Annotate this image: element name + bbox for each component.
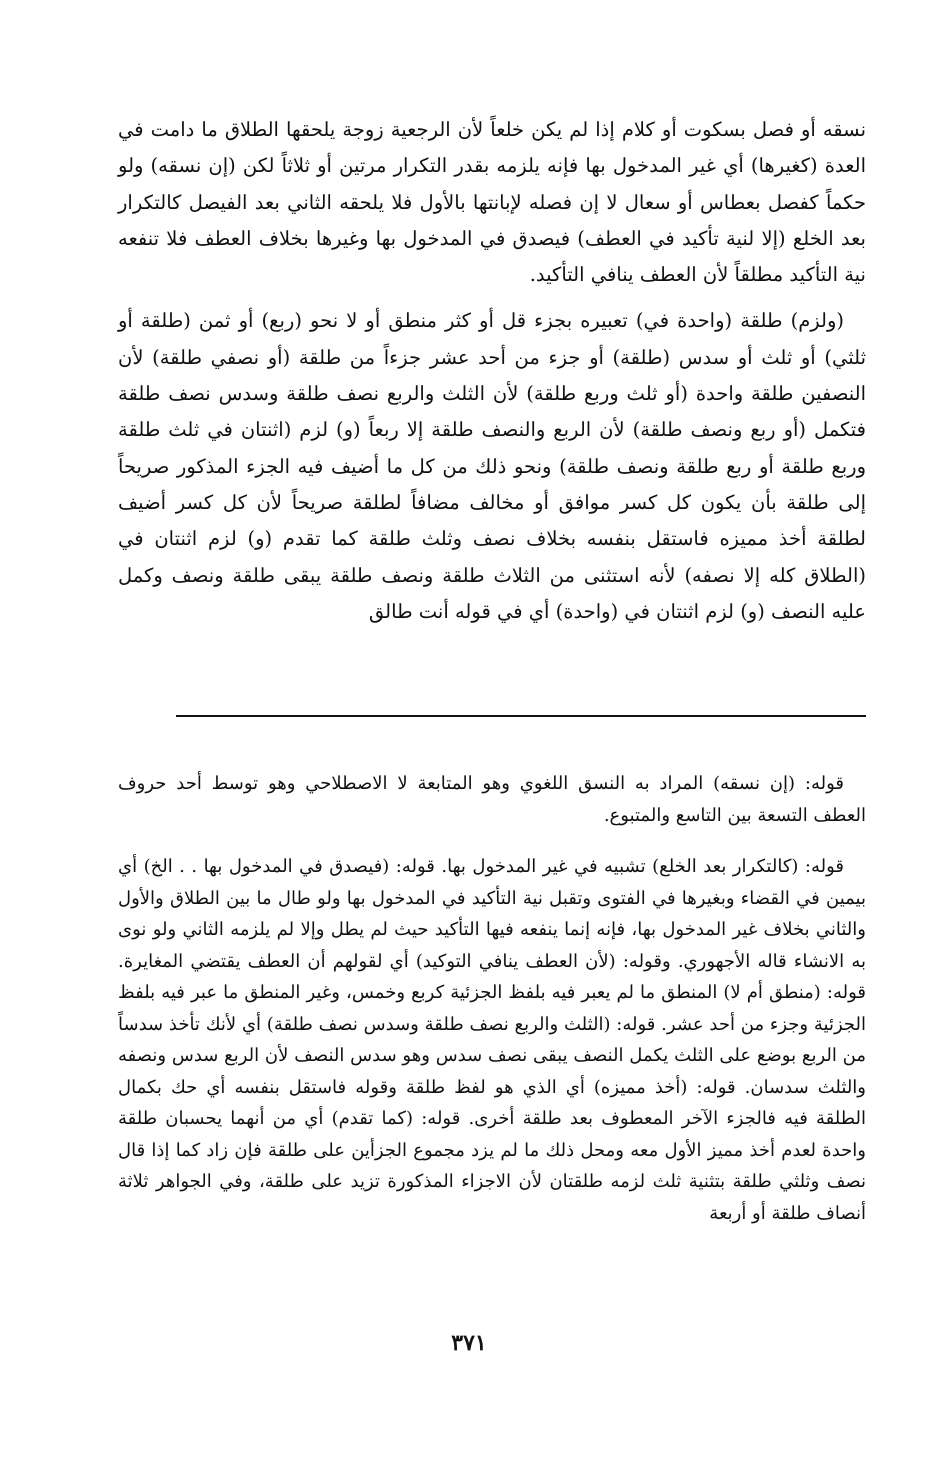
page-number: ٣٧١ — [451, 1330, 487, 1356]
main-paragraph-2: (ولزم) طلقة (واحدة في) تعبيره بجزء قل أو كثر منطق أو لا نحو (ربع) أو ثمن (طلقة أو ثلثي) أو ثلث أو سدس (طلقة) أو جزء من أحد عشر جزءاً من طلقة (أو نصفي طلقة) لأن النصفين طلقة واحدة (أو ثلث وربع طلقة) لأن الثلث والربع نصف طلقة وسدس نصف طلقة فتكمل (أو ربع ونصف طلقة) لأن الربع والنصف طلقة إلا ربعاً (و) لزم (اثنتان في ثلث طلقة وربع طلقة أو ربع طلقة ونصف طلقة) ونحو ذلك من كل ما أضيف فيه الجزء المذكور صريحاً إلى طلقة بأن يكون كل كسر موافق أو مخالف مضافاً لطلقة صريحاً لأن كل كسر أضيف لطلقة أخذ مميزه فاستقل بنفسه بخلاف نصف وثلث طلقة كما تقدم (و) لزم اثنتان في (الطلاق كله إلا نصفه) لأنه استثنى من الثلاث طلقة ونصف طلقة يبقى طلقة ونصف وكمل عليه النصف (و) لزم اثنتان في (واحدة) أي في قوله أنت طالق — [118, 309, 866, 623]
footnote-paragraph-2: قوله: (كالتكرار بعد الخلع) تشبيه في غير المدخول بها. قوله: (فيصدق في المدخول بها . . الخ) أي بيمين في القضاء وبغيرها في الفتوى وتقبل نية التأكيد في المدخول بها ولو طال ما بين الطلاق والأول والثاني بخلاف غير المدخول بها، فإنه إنما ينفعه فيها التأكيد حيث لم يطل وإلا لم يلزمه الثاني ولو نوى به الانشاء قاله الأجهوري. وقوله: (لأن العطف ينافي التوكيد) أي لقولهم أن العطف يقتضي المغايرة. قوله: (منطق أم لا) المنطق ما لم يعبر فيه بلفظ الجزئية كربع وخمس، وغير المنطق ما عبر فيه بلفظ الجزئية وجزء من أحد عشر. قوله: (الثلث والربع نصف طلقة وسدس نصف طلقة) أي لأنك تأخذ سدساً من الربع بوضع على الثلث يكمل النصف يبقى نصف سدس وهو سدس النصف لأن الربع سدس ونصفه والثلث سدسان. قوله: (أخذ مميزه) أي الذي هو لفظ طلقة وقوله فاستقل بنفسه أي حك بكمال الطلقة فيه فالجزء الآخر المعطوف بعد طلقة أخرى. قوله: (كما تقدم) أي من أنهما يحسبان طلقة واحدة لعدم أخذ مميز الأول معه ومحل ذلك ما لم يزد مجموع الجزأين على طلقة فإن زاد كما إذا قال نصف وثلثي طلقة بتثنية ثلث لزمه طلقتان لأن الاجزاء المذكورة تزيد على طلقة، وفي الجواهر ثلاثة أنصاف طلقة أو أربعة — [118, 856, 866, 1224]
main-text — [118, 112, 866, 630]
footnote-paragraph-1: قوله: (إن نسقه) المراد به النسق اللغوي وهو المتابعة لا الاصطلاحي وهو توسط أحد حروف العطف التسعة بين التاسع والمتبوع. — [118, 773, 866, 826]
footnotes — [118, 768, 866, 1229]
footnote-divider — [176, 715, 866, 717]
main-paragraph-1: نسقه أو فصل بسكوت أو كلام إذا لم يكن خلعاً لأن الرجعية زوجة يلحقها الطلاق ما دامت في العدة (كغيرها) أي غير المدخول بها فإنه يلزمه بقدر التكرار مرتين أو ثلاثاً لكن (إن نسقه) ولو حكماً كفصل بعطاس أو سعال لا إن فصله لإبانتها بالأول فلا يلحقه الثاني بعد الفيصل كالتكرار بعد الخلع (إلا لنية تأكيد في العطف) فيصدق في المدخول بها وغيرها بخلاف العطف فلا تنفعه نية التأكيد مطلقاً لأن العطف ينافي التأكيد. — [118, 118, 866, 287]
